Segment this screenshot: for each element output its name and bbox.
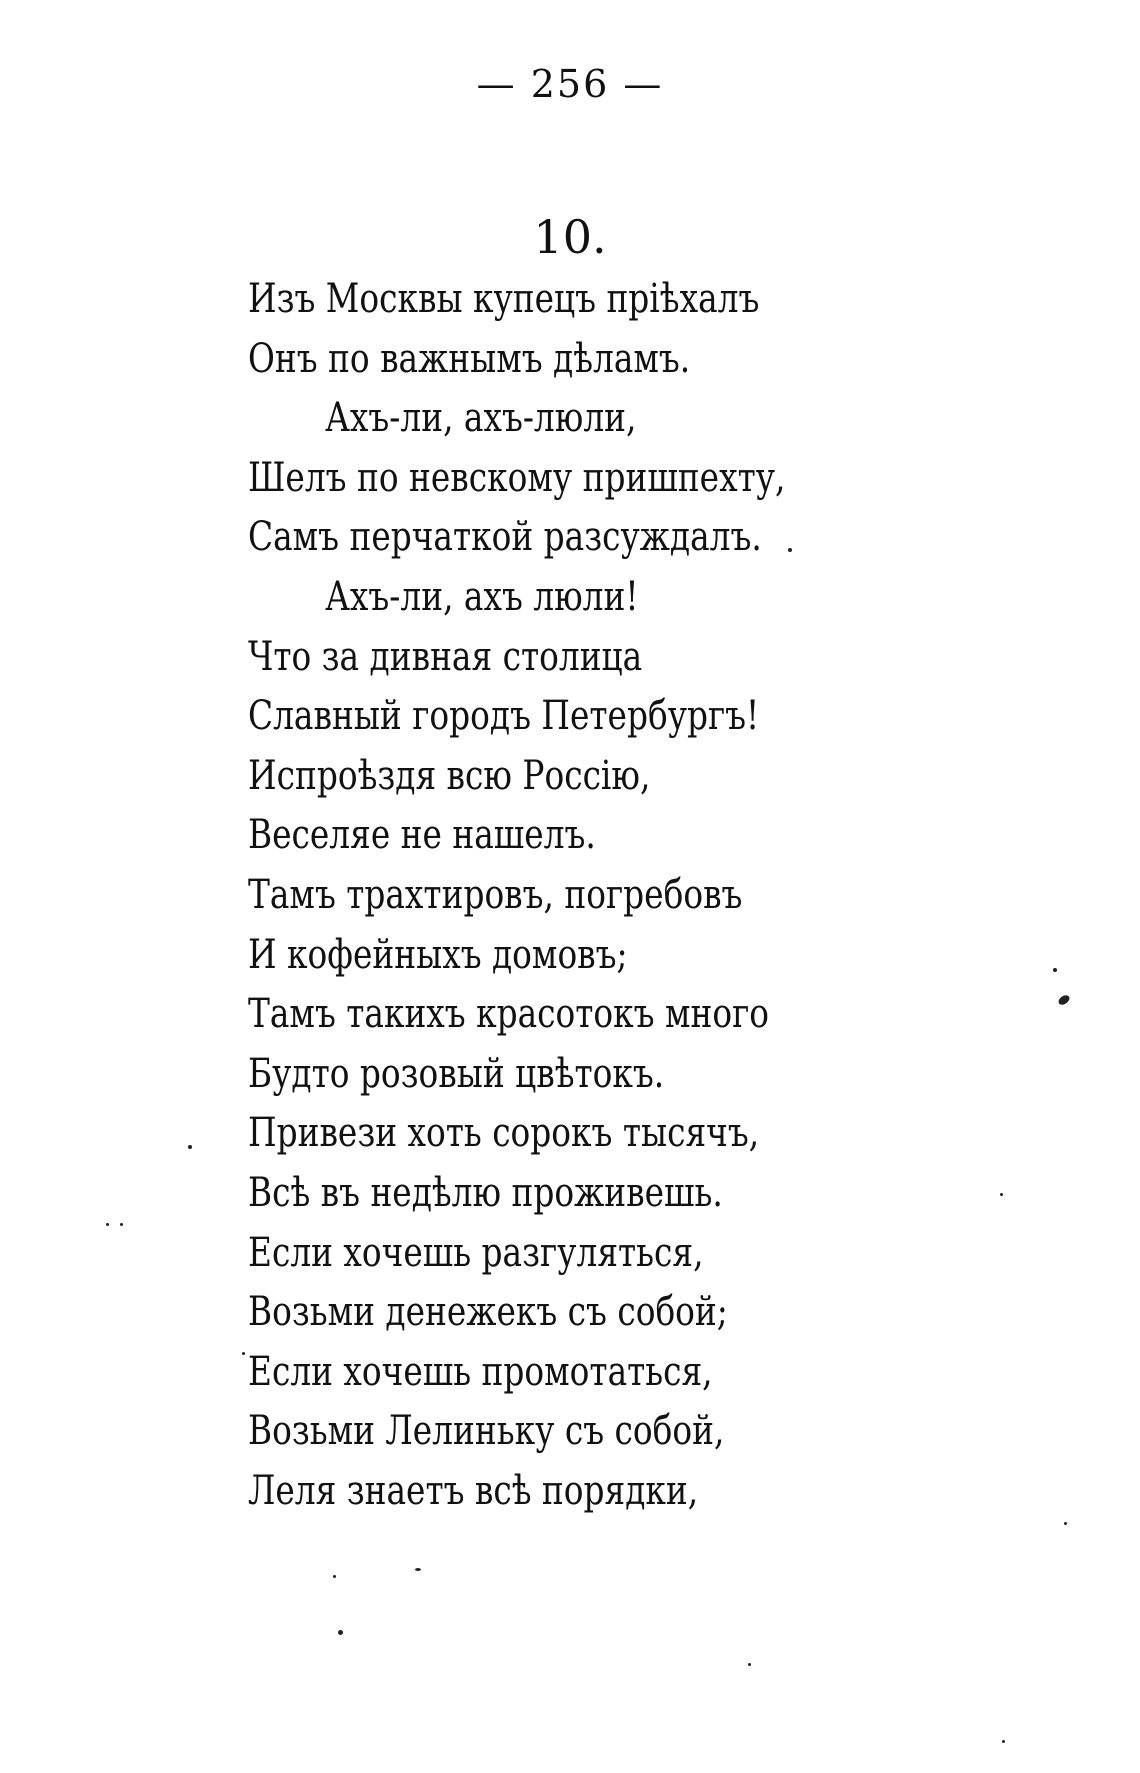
verse-line: Привези хоть сорокъ тысячъ, (248, 1110, 760, 1157)
verse-line: Возьми Лелиньку съ собой, (248, 1408, 725, 1455)
print-speck (188, 1145, 192, 1149)
print-speck (120, 1223, 123, 1226)
verse-line: Тамъ такихъ красотокъ много (248, 991, 770, 1038)
verse-line: Всѣ въ недѣлю проживешь. (248, 1169, 723, 1216)
verse-line: Онъ по важнымъ дѣламъ. (248, 335, 691, 382)
print-speck (338, 1630, 343, 1635)
print-speck (1000, 1193, 1003, 1196)
poem-number: 10. (533, 210, 607, 264)
print-speck (242, 1352, 245, 1355)
verse-line: Славный городъ Петербургъ! (248, 693, 760, 740)
verse-line: Самъ перчаткой разсуждалъ. (248, 514, 762, 561)
poem-verse (248, 270, 903, 1521)
verse-line: Тамъ трахтировъ, погребовъ (248, 871, 743, 918)
refrain-line: Ахъ-ли, ахъ люли! (325, 573, 639, 620)
refrain-line: Ахъ-ли, ахъ-люли, (325, 395, 637, 442)
verse-line: Испроѣздя всю Россiю, (248, 752, 651, 799)
verse-line: Леля знаетъ всѣ порядки, (248, 1467, 699, 1514)
verse-line: Если хочешь промотаться, (248, 1348, 713, 1395)
page-number: — 256 — (476, 62, 664, 106)
print-speck (788, 548, 792, 552)
verse-line: Возьми денежекъ съ собой; (248, 1289, 728, 1336)
print-speck (1053, 968, 1057, 972)
print-speck (1064, 1522, 1067, 1525)
verse-line: Будто розовый цвѣтокъ. (248, 1050, 665, 1097)
print-speck (415, 1568, 421, 1571)
print-speck (333, 1575, 336, 1578)
verse-line: Шелъ по невскому пришпехту, (248, 454, 786, 501)
verse-line: Веселяе не нашелъ. (248, 812, 596, 859)
print-speck (1057, 993, 1071, 1006)
verse-line: Изъ Москвы купецъ прiѣхалъ (248, 276, 760, 322)
verse-line: И кофейныхъ домовъ; (248, 931, 628, 978)
verse-line: Что за дивная столица (248, 633, 643, 680)
print-speck (1002, 1740, 1005, 1743)
print-speck (748, 1663, 751, 1666)
verse-line: Если хочешь разгуляться, (248, 1229, 704, 1276)
print-speck (106, 1223, 109, 1226)
